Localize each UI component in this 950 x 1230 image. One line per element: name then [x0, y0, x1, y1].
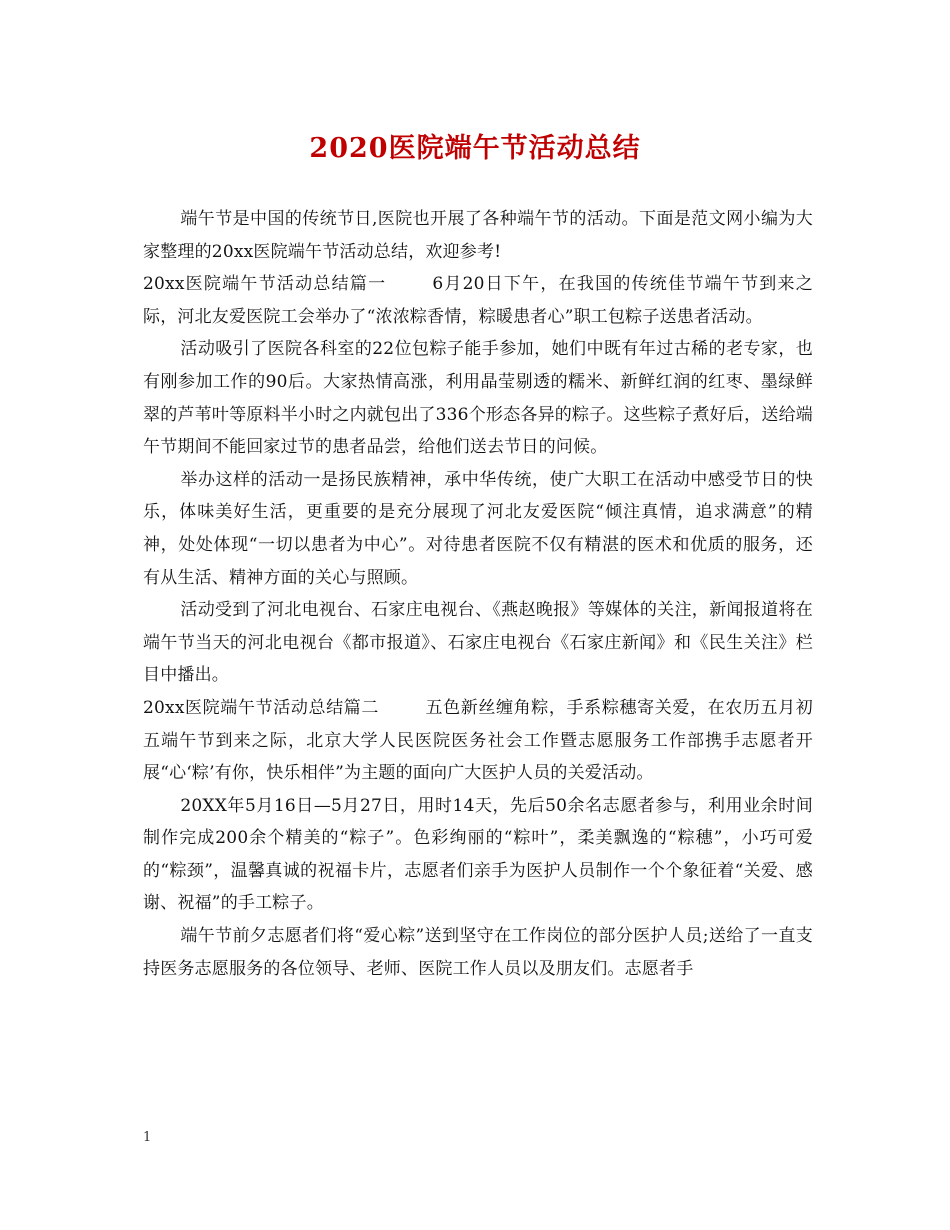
section2-heading: 20xx医院端午节活动总结篇二 [143, 697, 380, 718]
document-title: 2020医院端午节活动总结 [309, 133, 641, 164]
section2-lead-paragraph [143, 692, 813, 790]
section1-lead: 6月20日下午，在我国的传统佳节端午节到来之际，河北友爱医院工会举办了“浓浓粽香情，粽暖患者心”职工包粽子送患者活动。 [143, 274, 813, 327]
section2-lead: 五色新丝缠角粽，手系粽穗寄关爱，在农历五月初五端午节到来之际，北京大学人民医院医务社会工作暨志愿服务工作部携手志愿者开展“心‘粽’有你，快乐相伴”为主题的面向广大医护人员的关爱活动。 [143, 697, 813, 784]
section1-lead-paragraph [143, 268, 813, 333]
section2-paragraph-1: 20XX年5月16日—5月27日，用时14天，先后50余名志愿者参与，利用业余时间制作完成200余个精美的“粽子”。色彩绚丽的“粽叶”，柔美飘逸的“粽穗”，小巧可爱的“粽颈”，温馨真诚的祝福卡片，志愿者们亲手为医护人员制作一个个象征着“关爱、感谢、祝福”的手工粽子。 [143, 795, 813, 914]
section2-paragraph-2: 端午节前夕志愿者们将“爱心粽”送到坚守在工作岗位的部分医护人员;送给了一直支持医务志愿服务的各位领导、老师、医院工作人员以及朋友们。志愿者手 [143, 926, 813, 979]
document-body [143, 203, 813, 985]
section1-paragraph-3: 活动受到了河北电视台、石家庄电视台、《燕赵晚报》等媒体的关注，新闻报道将在端午节当天的河北电视台《都市报道》、石家庄电视台《石家庄新闻》和《民生关注》栏目中播出。 [143, 600, 813, 686]
section1-paragraph-2: 举办这样的活动一是扬民族精神，承中华传统，使广大职工在活动中感受节日的快乐，体味美好生活，更重要的是充分展现了河北友爱医院“倾注真情，追求满意”的精神，处处体现“一切以患者为中心”。对待患者医院不仅有精湛的医术和优质的服务，还有从生活、精神方面的关心与照顾。 [143, 469, 813, 588]
section1-paragraph-1: 活动吸引了医院各科室的22位包粽子能手参加，她们中既有年过古稀的老专家，也有刚参加工作的90后。大家热情高涨，利用晶莹剔透的糯米、新鲜红润的红枣、墨绿鲜翠的芦苇叶等原料半小时之内就包出了336个形态各异的粽子。这些粽子煮好后，送给端午节期间不能回家过节的患者品尝，给他们送去节日的问候。 [143, 339, 813, 458]
section1-heading: 20xx医院端午节活动总结篇一 [143, 274, 387, 295]
page-number: 1 [143, 1130, 152, 1145]
intro-paragraph: 端午节是中国的传统节日,医院也开展了各种端午节的活动。下面是范文网小编为大家整理的20xx医院端午节活动总结，欢迎参考! [143, 209, 813, 262]
